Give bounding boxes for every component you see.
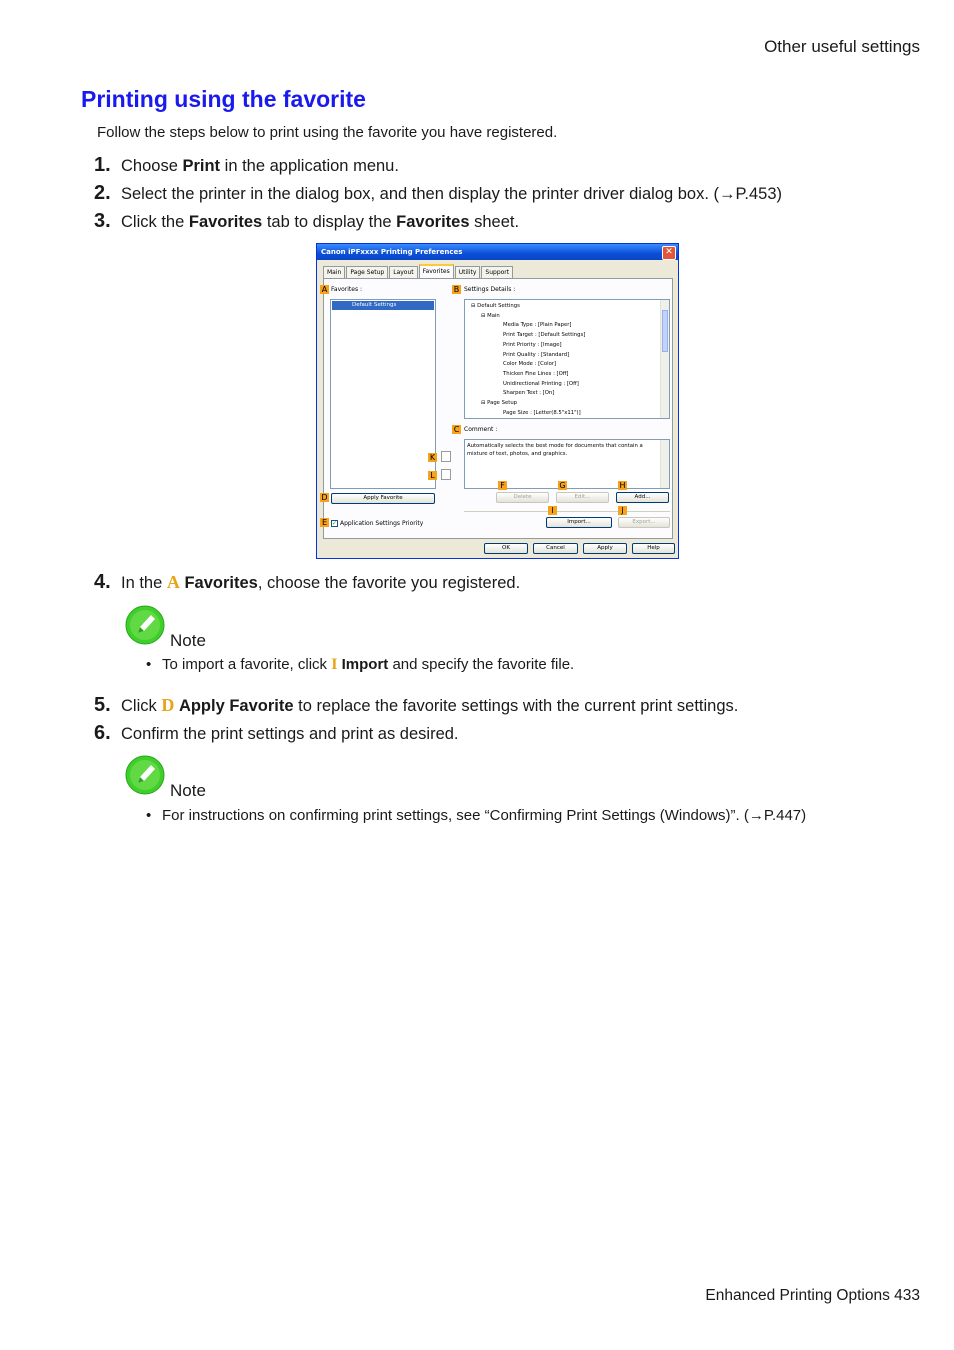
callout-badge-j: J [618,506,627,515]
settings-details-label: Settings Details : [464,286,516,293]
step-3 [94,210,519,233]
comment-text: Automatically selects the best mode for documents that contain a mixture of text, photos, and graphics. [467,443,643,457]
callout-badge-h: H [619,481,626,490]
app-priority-checkbox[interactable]: ✓ [332,520,338,527]
step-text: Click D Apply Favorite to replace the favorite settings with the current print settings. [121,695,739,715]
settings-tree [469,302,585,418]
tree-node: ⊟ Main [481,312,500,319]
tab-page-setup[interactable]: Page Setup [346,266,388,278]
page-footer: Enhanced Printing Options 433 [705,1287,920,1304]
pencil-note-icon [125,605,165,645]
app-priority-label: Application Settings Priority [340,520,424,527]
list-item[interactable]: Default Settings [332,301,434,310]
tree-node: Sharpen Text : [On] [503,390,555,397]
tree-scrollbar[interactable] [660,300,669,418]
tab-favorites[interactable]: Favorites [419,264,454,279]
tab-main[interactable]: Main [323,266,345,278]
step-number: 4. [94,571,111,593]
pencil-note-icon [125,755,165,795]
favorites-list[interactable] [330,299,436,489]
settings-details-tree[interactable] [464,299,670,419]
callout-badge-b: B [453,285,460,294]
section-title: Printing using the favorite [81,86,366,112]
tree-node: ⊟ Page Setup [481,400,518,407]
export-button[interactable]: Export... [618,517,670,528]
callout-badge-g: G [559,481,566,490]
step-1 [94,154,399,177]
add-button[interactable]: Add... [616,492,669,503]
step-number: 1. [94,154,111,176]
step-2 [94,182,782,205]
note-bullet: • For instructions on confirming print settings, see “Confirming Print Settings (Windows)”. (→P.447) [146,807,807,824]
printing-preferences-dialog [316,243,679,559]
note-label: Note [170,631,206,650]
dialog-title: Canon iPFxxxx Printing Preferences [321,248,463,256]
help-button[interactable]: Help [632,543,675,554]
callout-badge-d: D [321,493,328,502]
step-text: Click the Favorites tab to display the Favorites sheet. [121,213,520,231]
step-number: 5. [94,694,111,716]
apply-button[interactable]: Apply [583,543,627,554]
callout-badge-k: K [429,453,436,462]
callout-letter: A [166,572,180,592]
import-button[interactable]: Import... [546,517,612,528]
callout-badge-a: A [321,285,328,294]
step-number: 6. [94,722,111,744]
step-number: 3. [94,210,111,232]
callout-badge-e: E [321,518,328,527]
callout-badge-i: I [548,506,557,515]
cancel-button[interactable]: Cancel [533,543,578,554]
favorites-panel [323,278,673,539]
move-up-icon[interactable] [441,451,451,462]
edit-button[interactable]: Edit... [556,492,609,503]
tab-utility[interactable]: Utility [455,266,481,278]
step-5 [94,694,738,717]
tree-node: Color Mode : [Color] [503,361,557,368]
step-4 [94,571,520,594]
callout-badge-f: F [498,481,507,490]
tree-node: Page Size : [Letter(8.5"x11")] [503,409,581,416]
note-label: Note [170,781,206,800]
intro-text: Follow the steps below to print using the favorite you have registered. [97,124,558,141]
callout-letter: D [161,695,175,715]
callout-letter: I [331,656,338,673]
running-head: Other useful settings [764,37,920,56]
step-text: Confirm the print settings and print as desired. [121,725,459,743]
apply-favorite-button[interactable]: Apply Favorite [331,493,435,504]
comment-label: Comment : [464,426,498,433]
tree-node: Print Quality : [Standard] [503,351,570,358]
step-number: 2. [94,182,111,204]
tree-node: Thicken Fine Lines : [Off] [503,370,569,377]
callout-badge-c: C [453,425,460,434]
move-down-icon[interactable] [441,469,451,480]
tab-support[interactable]: Support [481,266,513,278]
delete-button[interactable]: Delete [496,492,549,503]
step-6 [94,722,459,745]
dialog-titlebar [317,244,678,260]
divider [464,511,670,512]
tree-node: Print Target : [Default Settings] [503,332,586,339]
callout-badge-l: L [428,471,437,480]
tree-node: Media Type : [Plain Paper] [503,322,572,329]
note-bullet: • To import a favorite, click I Import and specify the favorite file. [146,656,575,673]
close-icon[interactable]: ✕ [662,246,676,260]
ok-button[interactable]: OK [484,543,528,554]
tree-node: ⊟ Default Settings [471,303,520,309]
tree-node: Print Priority : [Image] [503,341,562,348]
step-text: In the A Favorites, choose the favorite you registered. [121,572,521,592]
comment-scrollbar[interactable] [660,440,669,488]
tree-node: Unidirectional Printing : [Off] [503,380,579,387]
scroll-thumb[interactable] [662,310,668,352]
favorites-label: Favorites : [331,286,363,293]
step-text: Choose Print in the application menu. [121,157,399,175]
tab-layout[interactable]: Layout [389,266,417,278]
step-text: Select the printer in the dialog box, and then display the printer driver dialog box. (→P.453) [121,185,783,203]
comment-box[interactable] [464,439,670,489]
